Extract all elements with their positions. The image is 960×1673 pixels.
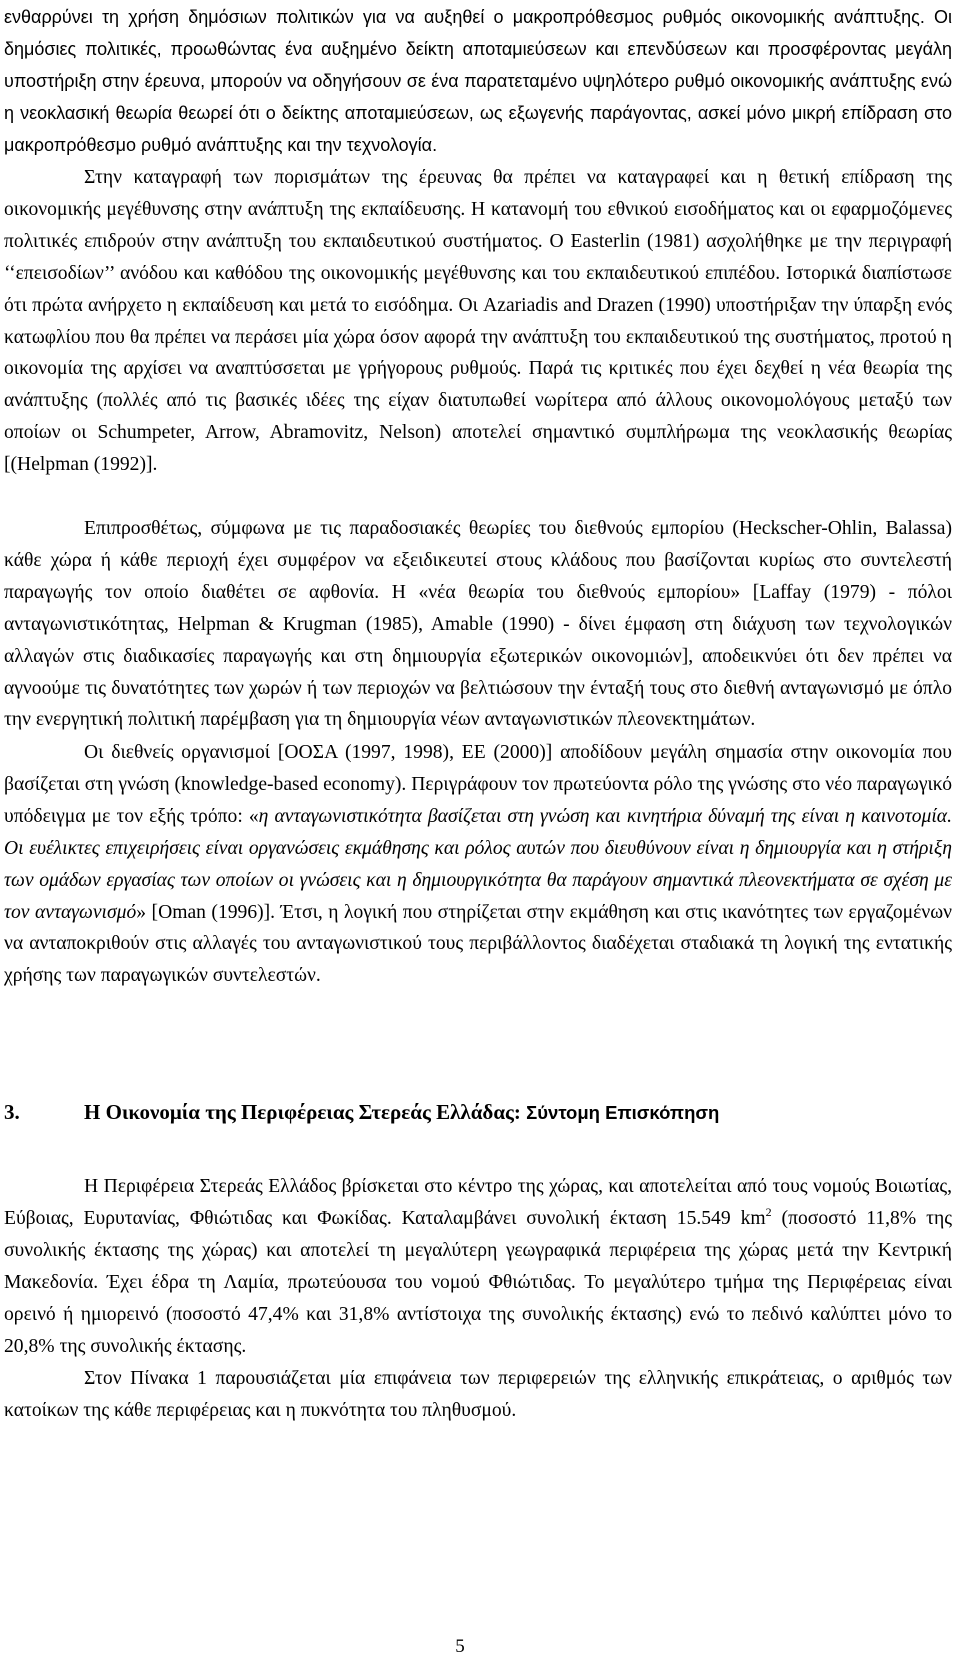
findings-paragraph: Στην καταγραφή των πορισμάτων της έρευνας θα πρέπει να καταγραφεί και η θετική επίδραση της οικονομικής μεγέθυνσης στην ανάπτυξη της εκπαίδευσης. Η κατανομή του εθνικού εισοδήματος και οι εφαρμοζόμενες πολιτικές επιδρούν στην ανάπτυξη του εκπαιδευτικού συστήματος. Ο Easterlin (1981) ασχολήθηκε με την περιγραφή ‘‘επεισοδίων’’ ανόδου και καθόδου της οικονομικής μεγέθυνσης και του εκπαιδευτικού επιπέδου. Ιστορικά διαπίστωσε ότι πρώτα ανήρχετο η εκπαίδευση και μετά το εισόδημα. Οι Azariadis and Drazen (1990) υποστήριξαν την ύπαρξη ενός κατωφλίου που θα πρέπει να περάσει μία χώρα όσον αφορά την ανάπτυξη του εκπαιδευτικού της συστήματος, προτού η οικονομία της αρχίσει να αναπτύσσεται με γρήγορους ρυθμούς. Παρά τις κριτικές που έχει δεχθεί η νέα θεωρία της ανάπτυξης (πολλές από τις βασικές ιδέες της είχαν διατυπωθεί νωρίτερα από άλλους οικονομολόγους μεταξύ των οποίων οι Schumpeter, Arrow, Abramovitz, Nelson) αποτελεί σημαντικό συμπλήρωμα της νεοκλασικής θεωρίας [(Helpman (1992)]. — [4, 167, 952, 476]
area-unit-superscript: 2 — [765, 1204, 772, 1219]
knowledge-intro-text: Οι διεθνείς οργανισμοί [ΟΟΣΑ (1997, 1998), ΕΕ (2000)] αποδίδουν μεγάλη σημασία στην οικονομία που βασίζεται στη γνώση (knowledge-based economy). Περιγράφουν τον πρωτεύοντα ρόλο της γνώσης στο νέο παραγωγικό υπόδειγμα με τον εξής τρόπο: « — [4, 742, 952, 827]
oman-quote: η ανταγωνιστικότητα βασίζεται στη γνώση και κινητήρια δύναμή της είναι η καινοτομία. Οι ευέλικτες επιχειρήσεις είναι οργανώσεις εκμάθησης και ρόλος αυτών που διευθύνουν είναι η δημιουργία και η στήριξη των ομάδων εργασίας των οποίων οι γνώσεις και η δημιουργικότητα θα παράγουν σημαντικά πλεονεκτήματα σε σχέση με τον ανταγωνισμό — [4, 805, 952, 923]
page-number: 5 — [455, 1636, 465, 1657]
knowledge-economy-paragraph — [4, 737, 952, 992]
region-text-start: Η Περιφέρεια Στερεάς Ελλάδος βρίσκεται στο κέντρο της χώρας, και αποτελείται από τους νομούς Βοιωτίας, Εύβοιας, Ευρυτανίας, Φθιώτιδας και Φωκίδας. Καταλαμβάνει συνολική έκταση 15.549 km — [4, 1176, 952, 1229]
trade-theory-paragraph: Επιπροσθέτως, σύμφωνα με τις παραδοσιακές θεωρίες του διεθνούς εμπορίου (Heckscher-Ohlin, Balassa) κάθε χώρα ή κάθε περιοχή έχει συμφέρον να εξειδικευτεί στους κλάδους που βασίζονται κυρίως στο συντελεστή παραγωγής τον οποίο διαθέτει σε αφθονία. Η «νέα θεωρία του διεθνούς εμπορίου» [Laffay (1979) - πόλοι ανταγωνιστικότητας, Helpman & Krugman (1985), Amable (1990) - δίνει έμφαση στη διάχυση των τεχνολογικών αλλαγών στις διαδικασίες παραγωγής και στη δημιουργία εξωτερικών οικονομιών], αποδεικνύει ότι δεν πρέπει να αγνοούμε τις δυνατότητες των χωρών ή των περιοχών να βελτιώσουν την ένταξή τους στο διεθνή ανταγωνισμό με όπλο την ενεργητική πολιτική παρέμβαση για τη δημιουργία νέων ανταγωνιστικών πλεονεκτημάτων. — [4, 518, 952, 731]
knowledge-outro-text: » [Oman (1996)]. Έτσι, η λογική που στηρίζεται στην εκμάθηση και στις ικανότητες των εργαζομένων να ανταποκριθούν στις αλλαγές του ανταγωνιστικού τους περιβάλλοντος διαδέχεται σταδιακά τη λογική της εντατικής χρήσης των παραγωγικών συντελεστών. — [4, 901, 952, 987]
region-text-end: (ποσοστό 11,8% της συνολικής έκτασης της χώρας) και αποτελεί τη μεγαλύτερη γεωγραφικά περιφέρεια της χώρας μετά την Κεντρική Μακεδονία. Έχει έδρα τη Λαμία, πρωτεύουσα του νομού Φθιώτιδας. Το μεγαλύτερο τμήμα της Περιφέρειας είναι ορεινό ή ημιορεινό (ποσοστό 47,4% και 31,8% αντίστοιχα της συνολικής έκτασης) ενώ το πεδινό καλύπτει μόνο το 20,8% της συνολικής έκτασης. — [4, 1207, 952, 1357]
region-overview-paragraph — [4, 1171, 952, 1362]
intro-paragraph — [4, 2, 952, 162]
section-subtitle: Σύντομη Επισκόπηση — [526, 1102, 720, 1123]
section-title: Η Οικονομία της Περιφέρειας Στερεάς Ελλάδας: — [84, 1100, 521, 1124]
table-reference-paragraph: Στον Πίνακα 1 παρουσιάζεται μία επιφάνεια των περιφερειών της ελληνικής επικράτειας, ο αριθμός των κατοίκων της κάθε περιφέρειας και η πυκνότητα του πληθυσμού. — [4, 1368, 952, 1421]
section-3-heading — [4, 1096, 952, 1129]
intro-first-line: ενθαρρύνει τη χρήση δημόσιων πολιτικών για να αυξηθεί ο μακροπρόθεσμος ρυθμός — [4, 7, 722, 27]
section-number: 3. — [4, 1100, 20, 1124]
intro-continuation: οικονομικής ανάπτυξης. Οι δημόσιες πολιτικές, προωθώντας ένα αυξημένο δείκτη αποταμιεύσεων και επενδύσεων και προσφέροντας μεγάλη υποστήριξη στην έρευνα, μπορούν να οδηγήσουν σε ένα παρατεταμένο υψηλότερο ρυθμό οικονομικής ανάπτυξης ενώ η νεοκλασική θεωρία θεωρεί ότι ο δείκτης αποταμιεύσεων, ως εξωγενής παράγοντας, ασκεί μόνο μικρή επίδραση στο μακροπρόθεσμο ρυθμό ανάπτυξης και την τεχνολογία. — [4, 7, 952, 155]
